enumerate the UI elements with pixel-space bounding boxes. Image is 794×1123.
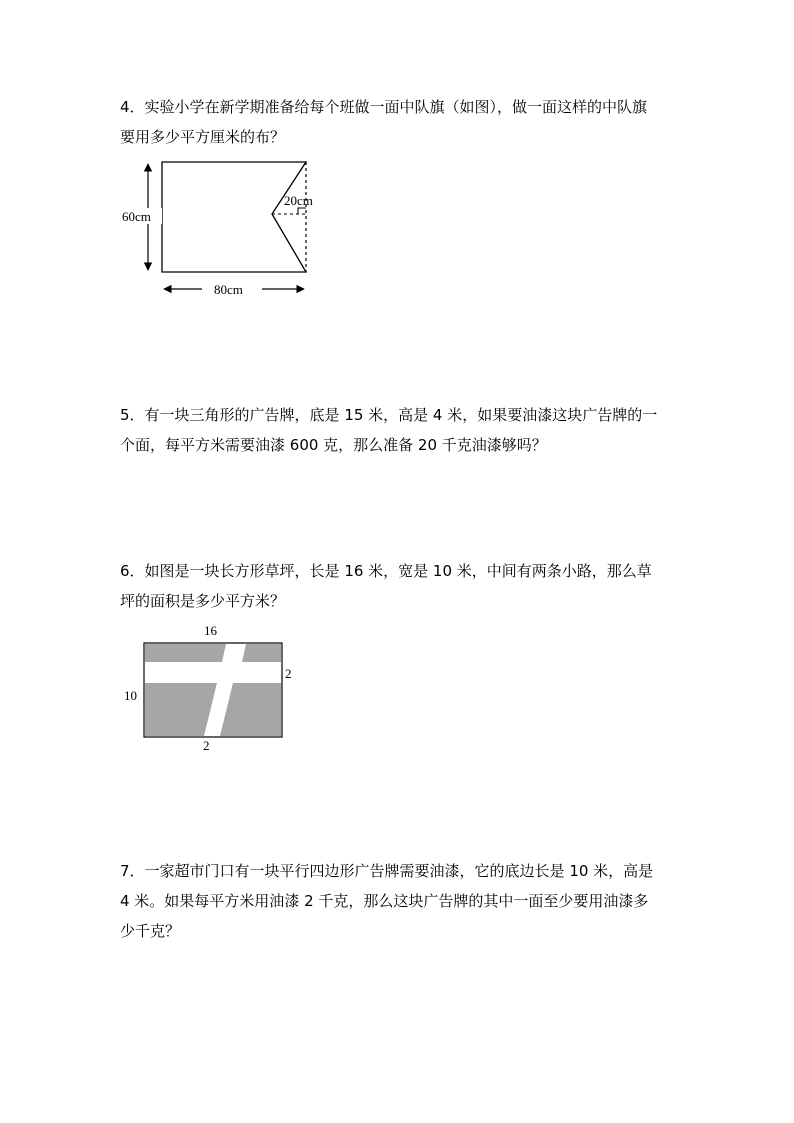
question-7-line-1: 7．一家超市门口有一块平行四边形广告牌需要油漆，它的底边长是 10 米，高是	[120, 862, 654, 880]
question-5-line-1: 5．有一块三角形的广告牌，底是 15 米，高是 4 米，如果要油漆这块广告牌的一	[120, 406, 658, 424]
flag-shape	[162, 162, 306, 272]
question-5-line-2: 个面，每平方米需要油漆 600 克，那么准备 20 千克油漆够吗？	[120, 436, 547, 454]
width-label: 80cm	[214, 282, 243, 297]
question-5	[120, 400, 680, 460]
height-label: 60cm	[122, 209, 151, 224]
question-7-line-2: 4 米。如果每平方米用油漆 2 千克，那么这块广告牌的其中一面至少要用油漆多	[120, 892, 649, 910]
question-7	[120, 856, 680, 946]
lawn-length-label: 16	[204, 623, 217, 638]
question-7-line-3: 少千克？	[120, 922, 181, 940]
lawn-top-left	[145, 644, 226, 662]
question-4-line-1: 4．实验小学在新学期准备给每个班做一面中队旗（如图），做一面这样的中队旗	[120, 98, 648, 116]
path-width-right-label: 2	[285, 666, 292, 681]
question-4-line-2: 要用多少平方厘米的布？	[120, 128, 286, 146]
question-6-line-1: 6．如图是一块长方形草坪，长是 16 米，宽是 10 米，中间有两条小路，那么草	[120, 562, 652, 580]
flag-figure	[122, 150, 340, 300]
path-width-bottom-label: 2	[203, 738, 210, 753]
lawn-top-right	[242, 644, 281, 662]
right-angle-mark	[298, 208, 306, 214]
question-4	[120, 92, 680, 152]
notch-label: 20cm	[284, 193, 313, 208]
lawn-width-label: 10	[124, 688, 137, 703]
question-6	[120, 556, 680, 616]
lawn-figure	[118, 620, 308, 755]
question-6-line-2: 坪的面积是多少平方米？	[120, 592, 286, 610]
